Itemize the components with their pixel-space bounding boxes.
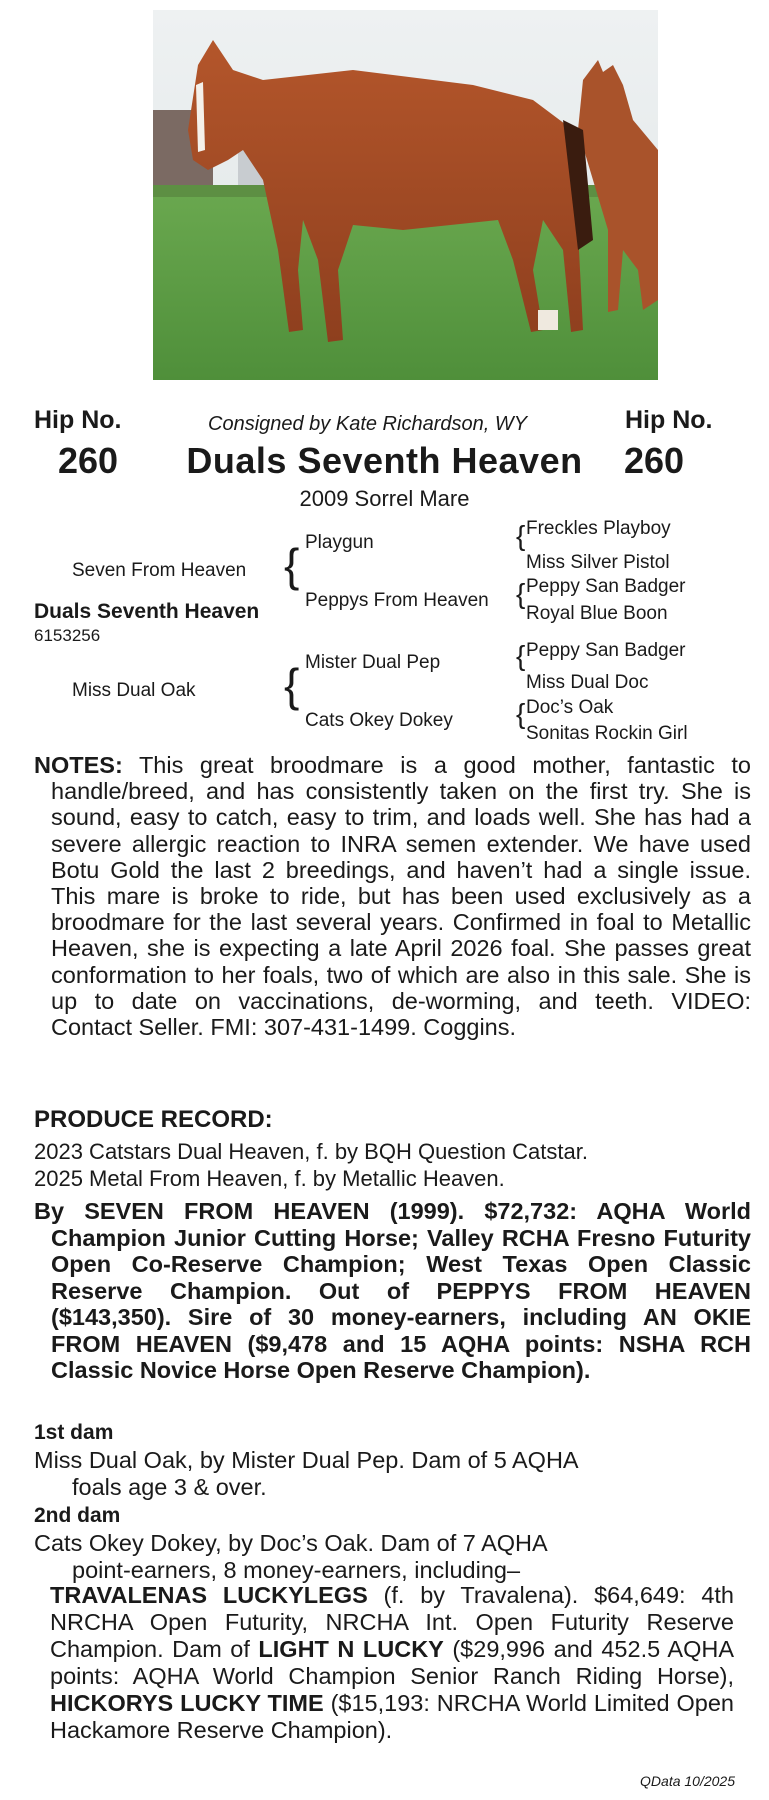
- first-dam-text: [34, 1447, 734, 1500]
- first-dam-line-1: Miss Dual Oak, by Mister Dual Pep. Dam of 5 AQHA: [34, 1447, 579, 1473]
- pedigree-sire-sire: Playgun: [305, 532, 374, 553]
- progeny-name-3: HICKORYS LUCKY TIME: [50, 1690, 324, 1716]
- pedigree-g3-8: Sonitas Rockin Girl: [526, 723, 688, 744]
- pedigree-g3-1: Freckles Playboy: [526, 518, 671, 539]
- brace-dam: {: [284, 659, 300, 711]
- first-dam-line-2: foals age 3 & over.: [72, 1473, 267, 1500]
- progeny-text-1: (f. by Travalena). $64,649: 4th NRCHA Open Futurity, NRCHA Int. Open Futurity Reserve Champion. Dam of: [50, 1582, 734, 1662]
- pedigree-dam-dam: Cats Okey Dokey: [305, 710, 453, 731]
- produce-line-1: 2023 Catstars Dual Heaven, f. by BQH Question Catstar.: [34, 1139, 588, 1164]
- brace-g3-4: {: [516, 698, 526, 729]
- consignor: Consigned by Kate Richardson, WY: [208, 413, 528, 435]
- brace-g3-1: {: [516, 520, 526, 551]
- progeny-text-3: ($15,193: NRCHA World Limited Open Hackamore Reserve Champion).: [50, 1690, 734, 1743]
- progeny-name-2: LIGHT N LUCKY: [258, 1636, 444, 1662]
- horse-name: Duals Seventh Heaven: [186, 440, 583, 481]
- progeny-name-1: TRAVALENAS LUCKYLEGS: [50, 1582, 368, 1608]
- horse-photo: [153, 10, 658, 380]
- hip-label-right: Hip No.: [625, 406, 713, 434]
- pedigree-g3-2: Miss Silver Pistol: [526, 552, 670, 573]
- pedigree-sire-dam: Peppys From Heaven: [305, 590, 489, 611]
- pedigree-g3-6: Miss Dual Doc: [526, 672, 649, 693]
- sire-record: By SEVEN FROM HEAVEN (1999). $72,732: AQHA World Champion Junior Cutting Horse; Valley RCHA Fresno Futurity Open Co-Reserve Champion; West Texas Open Classic Reserve Champion. Out of PEPPYS FROM HEAVEN ($143,350). Sire of 30 money-earners, including AN OKIE FROM HEAVEN ($9,478 and 15 AQHA points: NSHA RCH Classic Novice Horse Open Reserve Champion).: [34, 1198, 751, 1383]
- progeny-entry: [50, 1582, 734, 1744]
- notes-paragraph: [34, 752, 751, 1040]
- brace-g3-2: {: [516, 578, 526, 609]
- pedigree-g3-4: Royal Blue Boon: [526, 603, 668, 624]
- second-dam-heading: 2nd dam: [34, 1504, 121, 1527]
- second-dam-line-1: Cats Okey Dokey, by Doc’s Oak. Dam of 7 AQHA: [34, 1530, 548, 1556]
- progeny-text-2: ($29,996 and 452.5 AQHA points: AQHA World Champion Senior Ranch Riding Horse),: [50, 1636, 734, 1689]
- second-dam-line-2: point-earners, 8 money-earners, including–: [72, 1556, 521, 1583]
- registration-number: 6153256: [34, 626, 101, 645]
- footer-credit: QData 10/2025: [640, 1773, 735, 1789]
- notes-text: This great broodmare is a good mother, fantastic to handle/breed, and has consistently taken on the first try. She is sound, easy to catch, easy to trim, and loads well. She has had a severe allergic reaction to INRA semen extender. We have used Botu Gold the last 2 breedings, and haven’t had a single issue. This mare is broke to ride, but has been used exclusively as a broodmare for the last several years. Confirmed in foal to Metallic Heaven, she is expecting a late April 2026 foal. She passes great conformation to her foals, two of which are also in this sale. She is up to date on vaccinations, de-worming, and teeth. VIDEO: Contact Seller. FMI: 307-431-1499. Coggins.: [51, 752, 751, 1041]
- first-dam-heading: 1st dam: [34, 1421, 114, 1444]
- second-dam-text: [34, 1530, 734, 1583]
- produce-line-2: 2025 Metal From Heaven, f. by Metallic Heaven.: [34, 1166, 505, 1191]
- hip-number-right: 260: [624, 440, 685, 481]
- horse-description: 2009 Sorrel Mare: [299, 486, 470, 511]
- hip-label-left: Hip No.: [34, 406, 122, 434]
- pedigree-g3-3: Peppy San Badger: [526, 576, 686, 597]
- pedigree-dam-sire: Mister Dual Pep: [305, 652, 441, 673]
- hip-number-left: 260: [58, 440, 119, 481]
- pedigree-g3-7: Doc’s Oak: [526, 697, 614, 718]
- produce-heading: PRODUCE RECORD:: [34, 1106, 273, 1133]
- pedigree-sire: Seven From Heaven: [72, 560, 247, 581]
- brace-g3-3: {: [516, 640, 526, 671]
- pedigree-g3-5: Peppy San Badger: [526, 640, 686, 661]
- pedigree-dam: Miss Dual Oak: [72, 680, 196, 701]
- pedigree-horse: Duals Seventh Heaven: [34, 600, 260, 623]
- brace-sire: {: [284, 539, 300, 591]
- notes-label: NOTES:: [34, 752, 123, 778]
